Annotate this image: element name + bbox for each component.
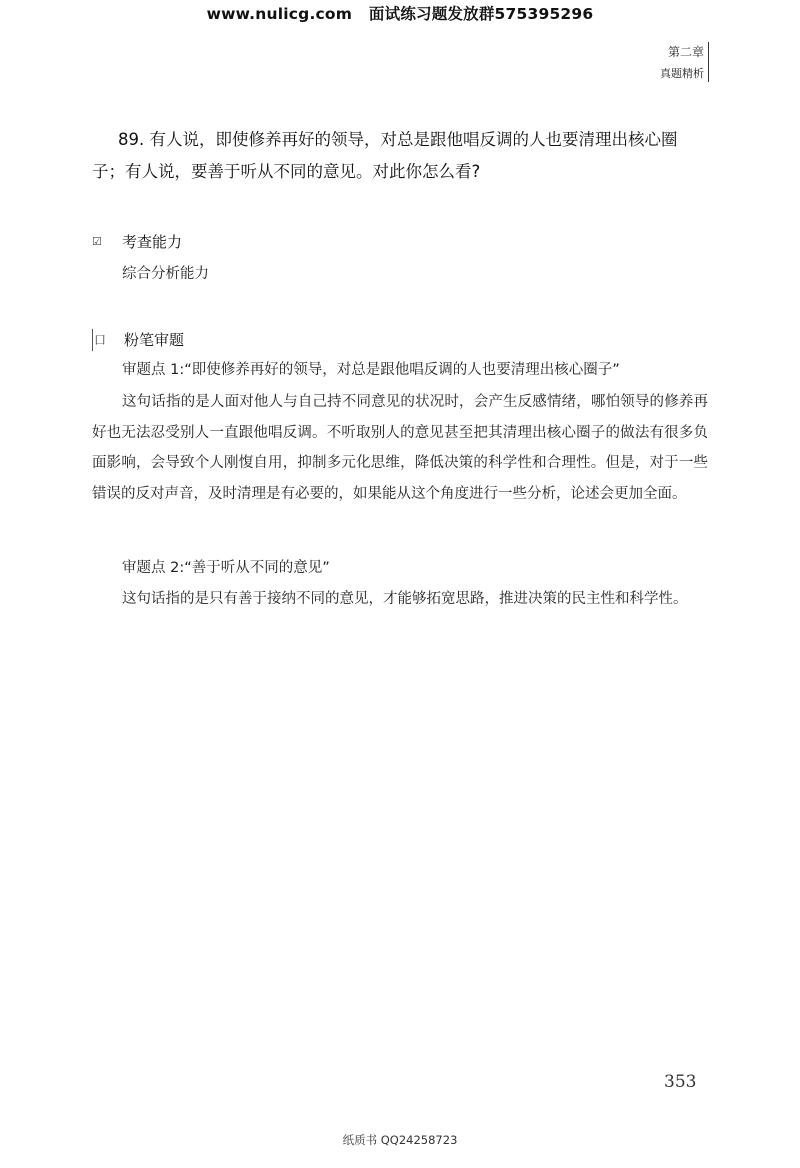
- banner-site[interactable]: www.nulicg.com: [206, 5, 353, 23]
- box-marker-icon: 口: [92, 329, 124, 351]
- question-text: [92, 124, 708, 188]
- analysis-title: 粉笔审题: [124, 331, 185, 349]
- section-label: 真题精析: [660, 67, 704, 80]
- question-body: 有人说，即使修养再好的领导，对总是跟他唱反调的人也要清理出核心圈子；有人说，要善于听从不同的意见。对此你怎么看?: [92, 130, 678, 181]
- question-number: 89.: [118, 130, 145, 149]
- page-number: 353: [664, 1072, 697, 1092]
- analysis-point-1: 审题点 1:“即使修养再好的领导，对总是跟他唱反调的人也要清理出核心圈子”: [122, 362, 620, 378]
- analysis-paragraph-2: 这句话指的是只有善于接纳不同的意见，才能够拓宽思路，推进决策的民主性和科学性。: [122, 591, 688, 607]
- running-header: [660, 44, 704, 82]
- header-divider: [708, 42, 709, 82]
- banner-slogan: 面试练习题发放群575395296: [368, 5, 594, 23]
- ability-content: 综合分析能力: [122, 266, 209, 282]
- top-banner: [0, 2, 800, 24]
- footer-note: 纸质书 QQ24258723: [342, 1133, 458, 1147]
- ability-title: 考查能力: [122, 233, 183, 251]
- ability-heading: [92, 231, 182, 253]
- checkbox-icon: ☑: [92, 235, 102, 248]
- analysis-heading: [92, 329, 184, 351]
- analysis-point-2: 审题点 2:“善于听从不同的意见”: [122, 560, 330, 576]
- analysis-paragraph-1: 这句话指的是人面对他人与自己持不同意见的状况时，会产生反感情绪，哪怕领导的修养再好也无法忍受别人一直跟他唱反调。不听取别人的意见甚至把其清理出核心圈子的做法有很多负面影响，会导致个人刚愎自用，抑制多元化思维，降低决策的科学性和合理性。但是，对于一些错误的反对声音，及时清理是有必要的，如果能从这个角度进行一些分析，论述会更加全面。: [92, 394, 708, 502]
- chapter-label: 第二章: [667, 45, 704, 59]
